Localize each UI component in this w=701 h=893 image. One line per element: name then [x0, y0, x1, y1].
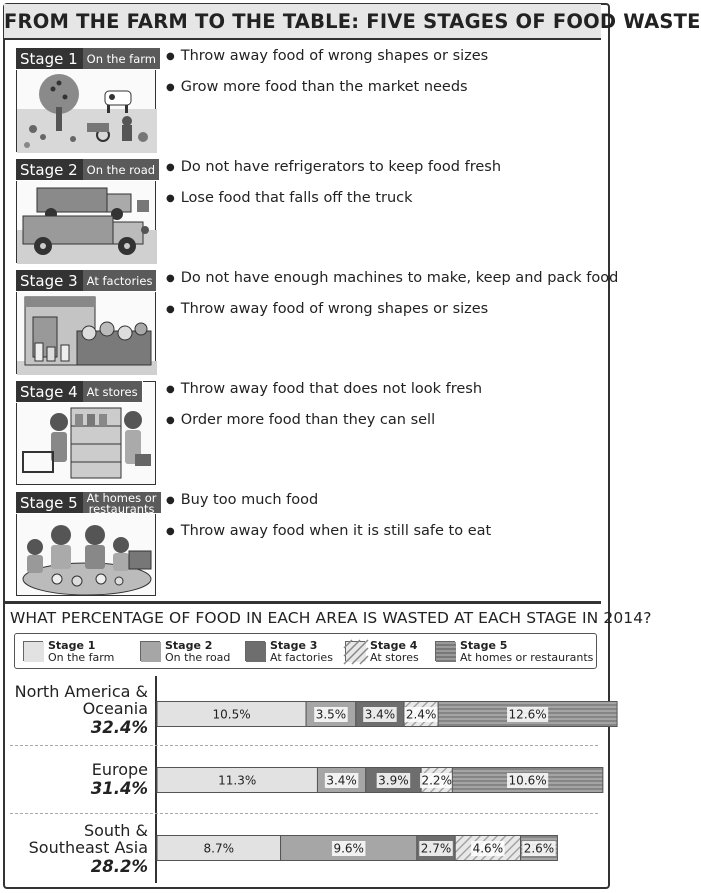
data-label-north-america-oceania-stage-3: 3.4%: [364, 707, 396, 722]
data-label-europe-stage-1: 11.3%: [218, 773, 257, 788]
stage-3-number: Stage 3: [20, 272, 78, 290]
stage-5-point: ● Buy too much food: [166, 492, 606, 508]
stage-4-location: At stores: [83, 381, 142, 402]
region-total: 32.4%: [90, 718, 148, 737]
data-label-north-america-oceania-stage-1: 10.5%: [212, 707, 251, 722]
stage-5-location: [83, 491, 161, 516]
stage-1-point: ● Grow more food than the market needs: [166, 79, 606, 95]
legend-label: Stage 2: [165, 639, 213, 652]
legend-label: Stage 1: [48, 639, 96, 652]
stage-2-tag: [16, 159, 160, 181]
region-name-line: Europe: [91, 760, 148, 779]
legend-label: Stage 4: [370, 639, 418, 652]
legend-label: Stage 5: [460, 639, 508, 652]
stage-2-location: On the road: [83, 159, 159, 180]
chart-title: WHAT PERCENTAGE OF FOOD IN EACH AREA IS WASTED AT EACH STAGE IN 2014?: [10, 609, 652, 627]
stage-1-location: On the farm: [83, 48, 160, 69]
data-label-europe-stage-5: 10.6%: [508, 773, 547, 788]
region-name-line: Oceania: [82, 699, 148, 718]
data-label-north-america-oceania-stage-5: 12.6%: [508, 707, 547, 722]
data-label-europe-stage-3: 3.9%: [378, 773, 409, 788]
stage-2-point: ● Do not have refrigerators to keep food fresh: [166, 159, 606, 175]
region-total: 28.2%: [90, 857, 148, 876]
data-label-south-southeast-asia-stage-3: 2.7%: [420, 841, 452, 856]
stage-1-tag: [16, 48, 161, 70]
data-label-north-america-oceania-stage-4: 2.4%: [405, 707, 437, 722]
stage-2-point: ● Lose food that falls off the truck: [166, 190, 606, 206]
stage-3-point: ● Do not have enough machines to make, keep and pack food: [166, 270, 606, 286]
data-label-europe-stage-2: 3.4%: [326, 773, 357, 788]
legend-sublabel: At factories: [270, 651, 333, 664]
stage-2-number: Stage 2: [20, 161, 78, 179]
stage-3-tag: [16, 270, 157, 292]
region-name-line: North America &: [14, 682, 148, 701]
stage-5-location-line2: restaurants: [88, 502, 155, 516]
legend-sublabel: At homes or restaurants: [460, 651, 594, 664]
data-label-south-southeast-asia-stage-5: 2.6%: [523, 841, 555, 856]
stage-4-point: ● Order more food than they can sell: [166, 412, 606, 428]
region-total: 31.4%: [90, 779, 148, 798]
data-label-south-southeast-asia-stage-2: 9.6%: [333, 841, 364, 856]
stage-3-point: ● Throw away food of wrong shapes or sizes: [166, 301, 606, 317]
legend-sublabel: At stores: [370, 651, 419, 664]
stage-4-tag: [16, 381, 143, 403]
stage-5-tag: [16, 492, 162, 514]
stage-5-location-line1: At homes or: [86, 491, 157, 505]
stage-1-number: Stage 1: [20, 50, 78, 68]
stage-1-point: ● Throw away food of wrong shapes or sizes: [166, 48, 606, 64]
data-label-europe-stage-4: 2.2%: [421, 773, 452, 788]
stage-4-number: Stage 4: [20, 383, 78, 401]
region-name-line: Southeast Asia: [28, 838, 148, 857]
stage-4-point: ● Throw away food that does not look fresh: [166, 381, 606, 397]
legend-label: Stage 3: [270, 639, 318, 652]
stage-5-point: ● Throw away food when it is still safe to eat: [166, 523, 606, 539]
data-label-south-southeast-asia-stage-1: 8.7%: [203, 841, 235, 856]
legend-sublabel: On the road: [165, 651, 231, 664]
main-title: FROM THE FARM TO THE TABLE: FIVE STAGES OF FOOD WASTE: [4, 4, 601, 40]
stage-5-number: Stage 5: [20, 494, 78, 512]
region-name-line: South &: [83, 821, 148, 840]
legend-sublabel: On the farm: [48, 651, 115, 664]
stage-3-location: At factories: [83, 270, 157, 291]
data-label-north-america-oceania-stage-2: 3.5%: [315, 707, 347, 722]
data-label-south-southeast-asia-stage-4: 4.6%: [472, 841, 504, 856]
